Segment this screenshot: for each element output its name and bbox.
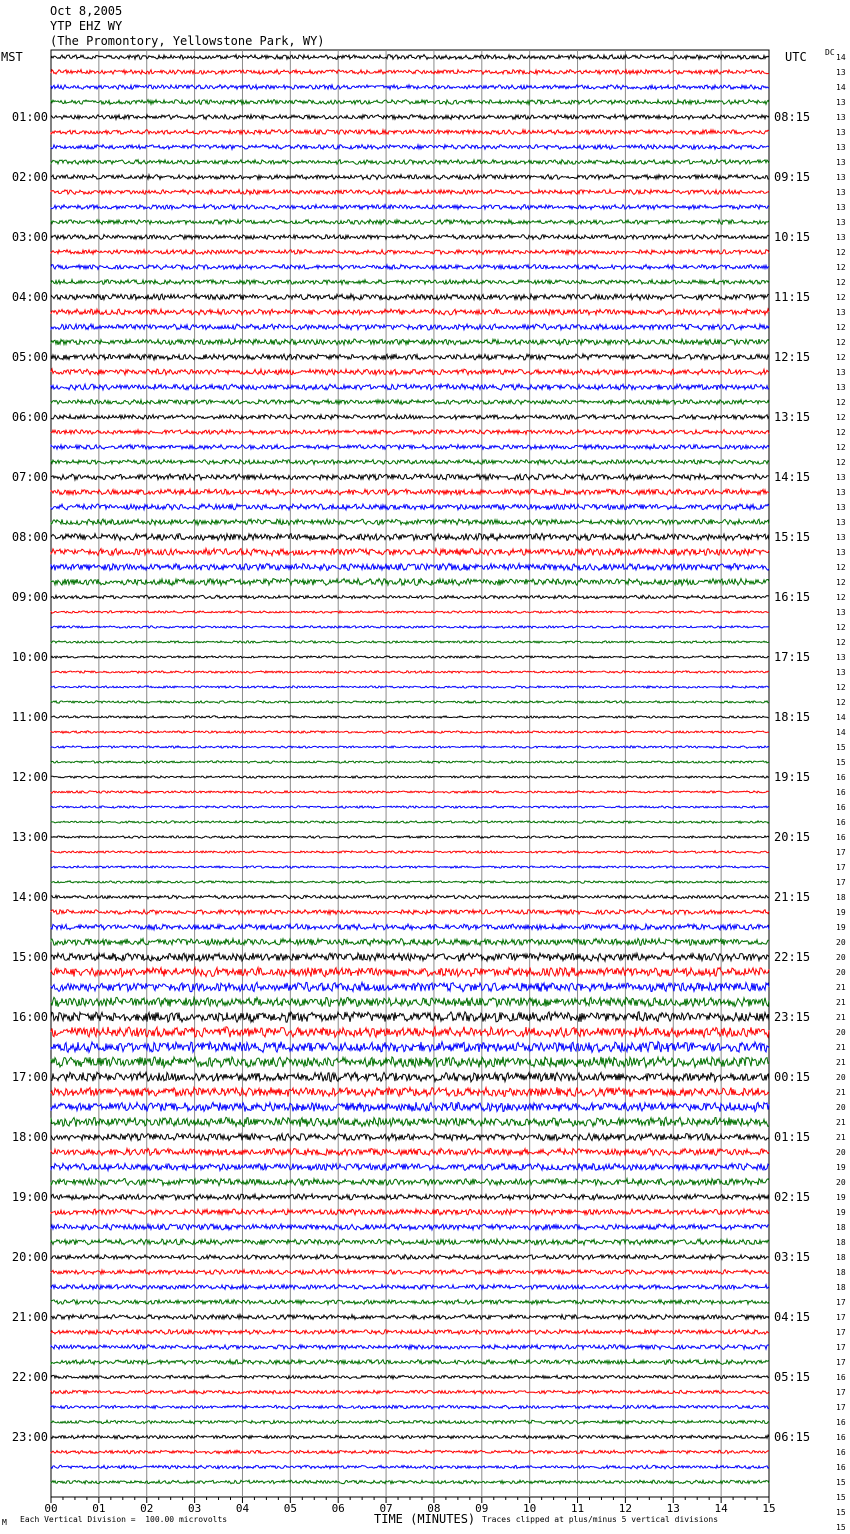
dc-offset-value: 21	[836, 1118, 846, 1127]
dc-offset-value: 12	[836, 578, 846, 587]
x-tick-label: 10	[523, 1502, 537, 1515]
left-hour-label: 01:00	[11, 110, 48, 124]
trace-line	[51, 836, 769, 838]
left-hour-label: 14:00	[11, 890, 48, 904]
dc-offset-value: 13	[836, 128, 846, 137]
trace-line	[51, 564, 769, 571]
trace-line	[51, 339, 769, 345]
trace-line	[51, 1375, 769, 1379]
trace-line	[51, 686, 769, 688]
left-hour-label: 13:00	[11, 830, 48, 844]
trace-line	[51, 1148, 769, 1155]
right-hour-label: 15:15	[774, 530, 811, 544]
trace-line	[51, 445, 769, 450]
dc-offset-value: 20	[836, 953, 846, 962]
left-hour-label: 11:00	[11, 710, 48, 724]
trace-line	[51, 716, 769, 718]
trace-line	[51, 579, 769, 586]
trace-line	[51, 731, 769, 733]
trace-line	[51, 656, 769, 658]
dc-offset-value: 21	[836, 998, 846, 1007]
trace-line	[51, 430, 769, 435]
dc-offset-value: 13	[836, 173, 846, 182]
dc-offset-value: 12	[836, 293, 846, 302]
dc-offset-value: 12	[836, 323, 846, 332]
dc-offset-value: 16	[836, 818, 846, 827]
trace-line	[51, 1450, 769, 1454]
dc-offset-value: 15	[836, 1478, 846, 1487]
trace-line	[51, 205, 769, 210]
trace-line	[51, 1163, 769, 1170]
x-tick-label: 01	[92, 1502, 106, 1515]
dc-offset-value: 13	[836, 308, 846, 317]
dc-offset-value: 16	[836, 1433, 846, 1442]
left-hour-label: 18:00	[11, 1130, 48, 1144]
left-hour-label: 05:00	[11, 350, 48, 364]
dc-offset-value: 12	[836, 278, 846, 287]
right-hour-label: 09:15	[774, 170, 811, 184]
station-code: YTP EHZ WY	[50, 19, 123, 33]
dc-offset-value: 20	[836, 968, 846, 977]
trace-line	[51, 474, 769, 480]
trace-line	[51, 1102, 769, 1111]
trace-line	[51, 1360, 769, 1365]
right-hour-label: 00:15	[774, 1070, 811, 1084]
trace-line	[51, 821, 769, 823]
dc-offset-value: 12	[836, 353, 846, 362]
dc-offset-value: 12	[836, 458, 846, 467]
dc-offset-value: 17	[836, 878, 846, 887]
x-tick-label: 03	[187, 1502, 202, 1515]
trace-line	[51, 1345, 769, 1350]
trace-line	[51, 533, 769, 540]
trace-line	[51, 250, 769, 255]
dc-offset-value: 17	[836, 848, 846, 857]
right-hour-label: 23:15	[774, 1010, 811, 1024]
dc-offset-value: 13	[836, 608, 846, 617]
trace-line	[51, 791, 769, 793]
dc-offset-value: 12	[836, 563, 846, 572]
trace-line	[51, 85, 769, 90]
trace-line	[51, 924, 769, 930]
dc-offset-value: 15	[836, 1523, 846, 1532]
dc-offset-value: 20	[836, 1073, 846, 1082]
x-axis-title: TIME (MINUTES)	[374, 1512, 476, 1526]
right-hour-label: 13:15	[774, 410, 811, 424]
dc-offset-value: 13	[836, 218, 846, 227]
dc-offset-value: 16	[836, 1463, 846, 1472]
trace-line	[51, 866, 769, 868]
x-tick-label: 12	[618, 1502, 633, 1515]
dc-offset-value: 16	[836, 1373, 846, 1382]
trace-line	[51, 175, 769, 180]
trace-line	[51, 548, 769, 555]
right-hour-label: 03:15	[774, 1250, 811, 1264]
trace-line	[51, 55, 769, 60]
trace-line	[51, 851, 769, 853]
trace-line	[51, 324, 769, 330]
trace-line	[51, 1042, 769, 1053]
left-hour-label: 09:00	[11, 590, 48, 604]
trace-line	[51, 1390, 769, 1394]
right-hour-label: 11:15	[774, 290, 811, 304]
dc-offset-value: 16	[836, 803, 846, 812]
trace-line	[51, 1300, 769, 1305]
right-hour-label: 22:15	[774, 950, 811, 964]
trace-line	[51, 1435, 769, 1439]
dc-offset-value: 13	[836, 158, 846, 167]
trace-line	[51, 309, 769, 315]
left-hour-label: 20:00	[11, 1250, 48, 1264]
left-hour-label: 07:00	[11, 470, 48, 484]
x-tick-label: 04	[235, 1502, 250, 1515]
x-tick-label: 00	[44, 1502, 58, 1515]
right-hour-label: 17:15	[774, 650, 811, 664]
dc-offset-value: 17	[836, 1328, 846, 1337]
dc-offset-value: 21	[836, 983, 846, 992]
dc-offset-value: 13	[836, 188, 846, 197]
dc-offset-value: 16	[836, 773, 846, 782]
dc-offset-value: 17	[836, 863, 846, 872]
trace-line	[51, 160, 769, 165]
trace-line	[51, 280, 769, 285]
dc-offset-value: 14	[836, 83, 846, 92]
left-hour-label: 22:00	[11, 1370, 48, 1384]
dc-offset-value: 19	[836, 908, 846, 917]
dc-offset-value: 13	[836, 98, 846, 107]
trace-line	[51, 369, 769, 375]
dc-offset-value: 13	[836, 113, 846, 122]
dc-offset-value: 15	[836, 1493, 846, 1502]
trace-line	[51, 982, 769, 992]
left-hour-label: 17:00	[11, 1070, 48, 1084]
left-hour-label: 23:00	[11, 1430, 48, 1444]
trace-line	[51, 895, 769, 899]
dc-offset-value: 13	[836, 233, 846, 242]
trace-line	[51, 626, 769, 628]
dc-offset-value: 13	[836, 368, 846, 377]
trace-line	[51, 384, 769, 390]
right-hour-label: 01:15	[774, 1130, 811, 1144]
dc-offset-value: 17	[836, 1298, 846, 1307]
right-hour-label: 18:15	[774, 710, 811, 724]
left-hour-label: 03:00	[11, 230, 48, 244]
trace-line	[51, 701, 769, 703]
dc-offset-value: 12	[836, 623, 846, 632]
dc-offset-value: 14	[836, 713, 846, 722]
right-hour-label: 10:15	[774, 230, 811, 244]
dc-offset-value: 21	[836, 1088, 846, 1097]
dc-offset-value: 19	[836, 1208, 846, 1217]
trace-line	[51, 1087, 769, 1097]
dc-offset-value: 15	[836, 743, 846, 752]
dc-offset-value: 13	[836, 488, 846, 497]
dc-offset-value: 14	[836, 728, 846, 737]
dc-offset-value: 12	[836, 593, 846, 602]
trace-line	[51, 776, 769, 778]
x-tick-label: 06	[331, 1502, 345, 1515]
trace-line	[51, 489, 769, 495]
dc-offset-value: 16	[836, 1448, 846, 1457]
dc-offset-value: 12	[836, 263, 846, 272]
dc-offset-value: 17	[836, 1358, 846, 1367]
trace-line	[51, 761, 769, 763]
trace-line	[51, 504, 769, 510]
dc-offset-value: 19	[836, 1193, 846, 1202]
dc-offset-value: 17	[836, 1313, 846, 1322]
dc-offset-value: 13	[836, 653, 846, 662]
dc-offset-value: 12	[836, 638, 846, 647]
trace-line	[51, 1057, 769, 1068]
dc-offset-value: 13	[836, 143, 846, 152]
trace-line	[51, 1027, 769, 1038]
trace-line	[51, 881, 769, 883]
right-hour-label: 20:15	[774, 830, 811, 844]
trace-line	[51, 1285, 769, 1290]
trace-line	[51, 1194, 769, 1200]
trace-line	[51, 235, 769, 240]
trace-line	[51, 1239, 769, 1245]
dc-offset-value: 16	[836, 833, 846, 842]
right-hour-label: 12:15	[774, 350, 811, 364]
trace-line	[51, 1330, 769, 1335]
left-hour-label: 19:00	[11, 1190, 48, 1204]
dc-offset-value: 18	[836, 1223, 846, 1232]
dc-offset-value: 21	[836, 1133, 846, 1142]
trace-line	[51, 953, 769, 961]
x-tick-label: 11	[570, 1502, 585, 1515]
x-tick-label: 14	[714, 1502, 728, 1515]
trace-line	[51, 265, 769, 270]
right-hour-label: 04:15	[774, 1310, 811, 1324]
trace-line	[51, 1072, 769, 1082]
plot-date: Oct 8,2005	[50, 4, 123, 18]
left-hour-label: 08:00	[11, 530, 48, 544]
dc-offset-value: 18	[836, 1238, 846, 1247]
trace-line	[51, 294, 769, 300]
right-hour-label: 21:15	[774, 890, 811, 904]
dc-offset-value: 14	[836, 53, 846, 62]
right-hour-label: 05:15	[774, 1370, 811, 1384]
left-hour-label: 02:00	[11, 170, 48, 184]
trace-line	[51, 746, 769, 748]
right-hour-label: 16:15	[774, 590, 811, 604]
dc-offset-value: 18	[836, 1268, 846, 1277]
left-hour-label: 04:00	[11, 290, 48, 304]
trace-line	[51, 100, 769, 105]
dc-offset-value: 15	[836, 758, 846, 767]
dc-offset-value: 13	[836, 473, 846, 482]
trace-line	[51, 1405, 769, 1409]
trace-line	[51, 611, 769, 613]
trace-line	[51, 939, 769, 946]
dc-offset-value: 13	[836, 668, 846, 677]
dc-offset-value: 18	[836, 1283, 846, 1292]
x-tick-label: 09	[475, 1502, 489, 1515]
trace-line	[51, 354, 769, 360]
x-tick-label: 08	[427, 1502, 441, 1515]
trace-line	[51, 1420, 769, 1424]
trace-line	[51, 1179, 769, 1186]
dc-offset-value: 20	[836, 1148, 846, 1157]
dc-offset-value: 12	[836, 338, 846, 347]
x-tick-label: 15	[762, 1502, 776, 1515]
trace-line	[51, 400, 769, 405]
trace-line	[51, 115, 769, 120]
left-hour-label: 15:00	[11, 950, 48, 964]
dc-offset-value: 21	[836, 1013, 846, 1022]
dc-offset-value: 12	[836, 443, 846, 452]
trace-line	[51, 1209, 769, 1215]
dc-offset-value: 13	[836, 518, 846, 527]
trace-line	[51, 460, 769, 465]
dc-offset-value: 18	[836, 893, 846, 902]
x-tick-label: 05	[283, 1502, 297, 1515]
dc-offset-value: 13	[836, 203, 846, 212]
dc-offset-value: 20	[836, 1178, 846, 1187]
right-timezone-label: UTC	[785, 50, 807, 64]
left-hour-label: 06:00	[11, 410, 48, 424]
trace-line	[51, 70, 769, 75]
trace-line	[51, 145, 769, 150]
trace-line	[51, 1224, 769, 1230]
right-hour-label: 02:15	[774, 1190, 811, 1204]
left-timezone-label: MST	[1, 50, 23, 64]
x-tick-label: 02	[140, 1502, 154, 1515]
dc-offset-value: 13	[836, 503, 846, 512]
dc-offset-value: 13	[836, 533, 846, 542]
trace-line	[51, 220, 769, 225]
x-tick-label: 13	[666, 1502, 680, 1515]
corner-mark: M	[2, 1518, 7, 1527]
trace-line	[51, 595, 769, 599]
dc-offset-value: 20	[836, 1028, 846, 1037]
right-hour-label: 08:15	[774, 110, 811, 124]
clipping-note: Traces clipped at plus/minus 5 vertical divisions	[482, 1515, 719, 1524]
trace-line	[51, 910, 769, 915]
dc-offset-value: 19	[836, 923, 846, 932]
left-hour-label: 10:00	[11, 650, 48, 664]
dc-offset-value: 16	[836, 788, 846, 797]
trace-line	[51, 1480, 769, 1484]
trace-line	[51, 1012, 769, 1022]
trace-line	[51, 190, 769, 195]
dc-offset-value: 21	[836, 1058, 846, 1067]
trace-line	[51, 967, 769, 976]
dc-offset-value: 16	[836, 1418, 846, 1427]
station-location: (The Promontory, Yellowstone Park, WY)	[50, 34, 325, 48]
right-hour-label: 14:15	[774, 470, 811, 484]
dc-offset-value: 19	[836, 1163, 846, 1172]
trace-line	[51, 1465, 769, 1469]
left-hour-label: 12:00	[11, 770, 48, 784]
dc-offset-value: 17	[836, 1403, 846, 1412]
dc-offset-value: 13	[836, 548, 846, 557]
trace-line	[51, 671, 769, 673]
dc-offset-value: 17	[836, 1343, 846, 1352]
dc-offset-value: 20	[836, 938, 846, 947]
trace-line	[51, 1315, 769, 1320]
dc-offset-value: 12	[836, 248, 846, 257]
trace-line	[51, 997, 769, 1006]
dc-offset-value: 12	[836, 683, 846, 692]
dc-offset-value: 12	[836, 428, 846, 437]
dc-offset-value: 21	[836, 1043, 846, 1052]
trace-line	[51, 806, 769, 808]
trace-line	[51, 1255, 769, 1260]
trace-line	[51, 130, 769, 135]
x-tick-label: 07	[379, 1502, 393, 1515]
dc-offset-header: DC	[825, 48, 835, 57]
left-hour-label: 21:00	[11, 1310, 48, 1324]
dc-offset-value: 20	[836, 1103, 846, 1112]
right-hour-label: 06:15	[774, 1430, 811, 1444]
vertical-scale-note: Each Vertical Division = 100.00 microvolts	[20, 1515, 228, 1524]
dc-offset-value: 13	[836, 68, 846, 77]
dc-offset-value: 15	[836, 1508, 846, 1517]
left-hour-label: 16:00	[11, 1010, 48, 1024]
dc-offset-value: 17	[836, 1388, 846, 1397]
trace-line	[51, 641, 769, 643]
trace-line	[51, 415, 769, 420]
trace-line	[51, 1134, 769, 1141]
dc-offset-value: 12	[836, 698, 846, 707]
trace-line	[51, 519, 769, 525]
dc-offset-value: 12	[836, 413, 846, 422]
dc-offset-value: 13	[836, 383, 846, 392]
right-hour-label: 19:15	[774, 770, 811, 784]
dc-offset-value: 12	[836, 398, 846, 407]
trace-line	[51, 1117, 769, 1126]
trace-line	[51, 1270, 769, 1275]
dc-offset-value: 18	[836, 1253, 846, 1262]
